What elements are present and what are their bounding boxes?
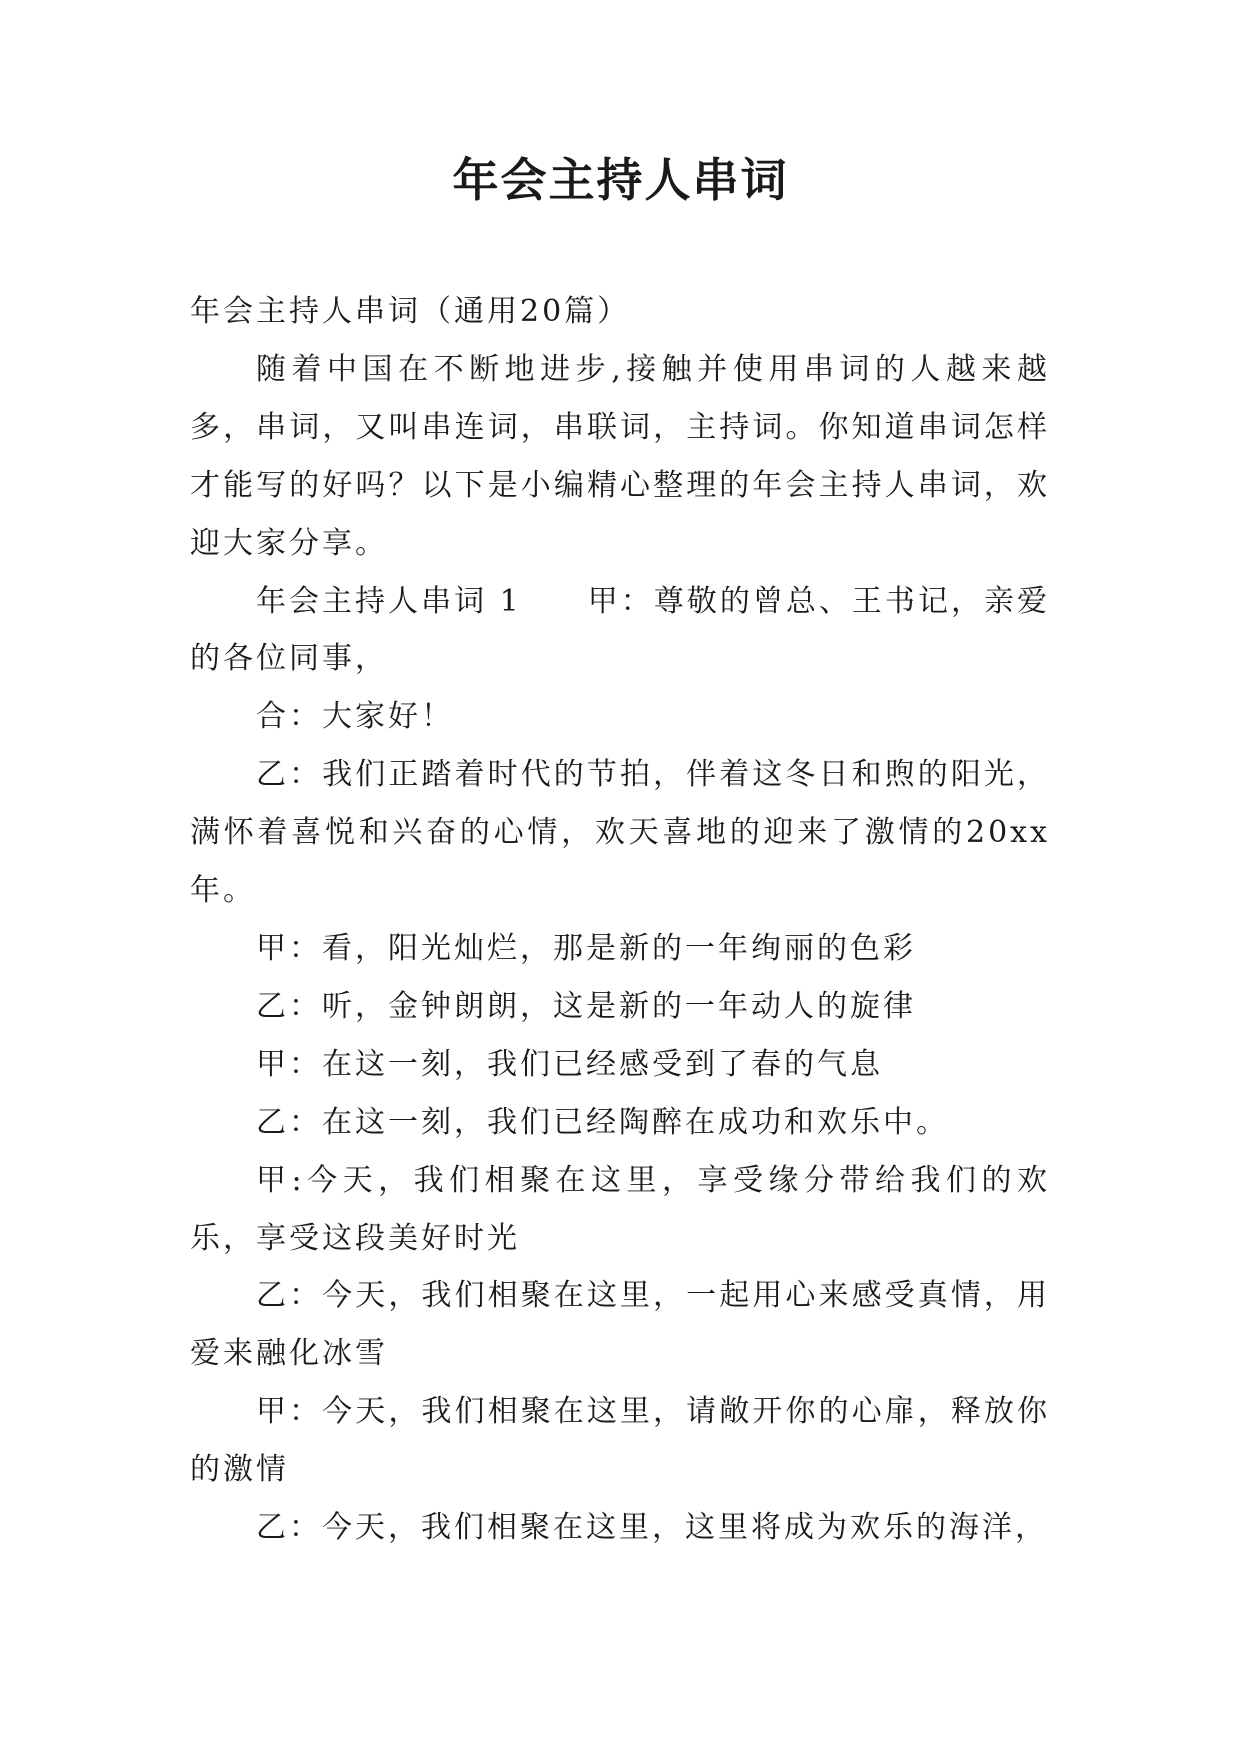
paragraph-line: 乙：今天，我们相聚在这里，这里将成为欢乐的海洋， bbox=[256, 1510, 1048, 1546]
paragraph-line: 甲：今天，我们相聚在这里，请敞开你的心扉，释放你的激情 bbox=[190, 1394, 1050, 1488]
paragraph-line: 乙：今天，我们相聚在这里，一起用心来感受真情，用爱来融化冰雪 bbox=[190, 1278, 1050, 1372]
paragraph-line: 甲：看，阳光灿烂，那是新的一年绚丽的色彩 bbox=[256, 930, 916, 966]
paragraph-line: 乙：在这一刻，我们已经陶醉在成功和欢乐中。 bbox=[256, 1104, 949, 1140]
document-body bbox=[190, 283, 1050, 1557]
paragraph-script-1-opening: 年会主持人串词 1 甲：尊敬的曾总、王书记，亲爱的各位同事， bbox=[190, 583, 1050, 677]
paragraph-line: 乙：我们正踏着时代的节拍，伴着这冬日和煦的阳光，满怀着喜悦和兴奋的心情，欢天喜地的迎来了激情的20xx年。 bbox=[190, 757, 1050, 909]
paragraph-subtitle: 年会主持人串词（通用20篇） bbox=[190, 294, 631, 329]
paragraph-line: 乙：听，金钟朗朗，这是新的一年动人的旋律 bbox=[256, 988, 916, 1024]
paragraph-line: 合：大家好！ bbox=[256, 699, 454, 735]
paragraph-line: 甲：在这一刻，我们已经感受到了春的气息 bbox=[256, 1046, 883, 1082]
paragraph-line: 甲:今天，我们相聚在这里，享受缘分带给我们的欢乐，享受这段美好时光 bbox=[190, 1162, 1050, 1256]
document-title: 年会主持人串词 bbox=[452, 153, 789, 207]
paragraph-intro: 随着中国在不断地进步,接触并使用串词的人越来越多，串词，又叫串连词，串联词，主持词。你知道串词怎样才能写的好吗？以下是小编精心整理的年会主持人串词，欢迎大家分享。 bbox=[190, 351, 1050, 561]
